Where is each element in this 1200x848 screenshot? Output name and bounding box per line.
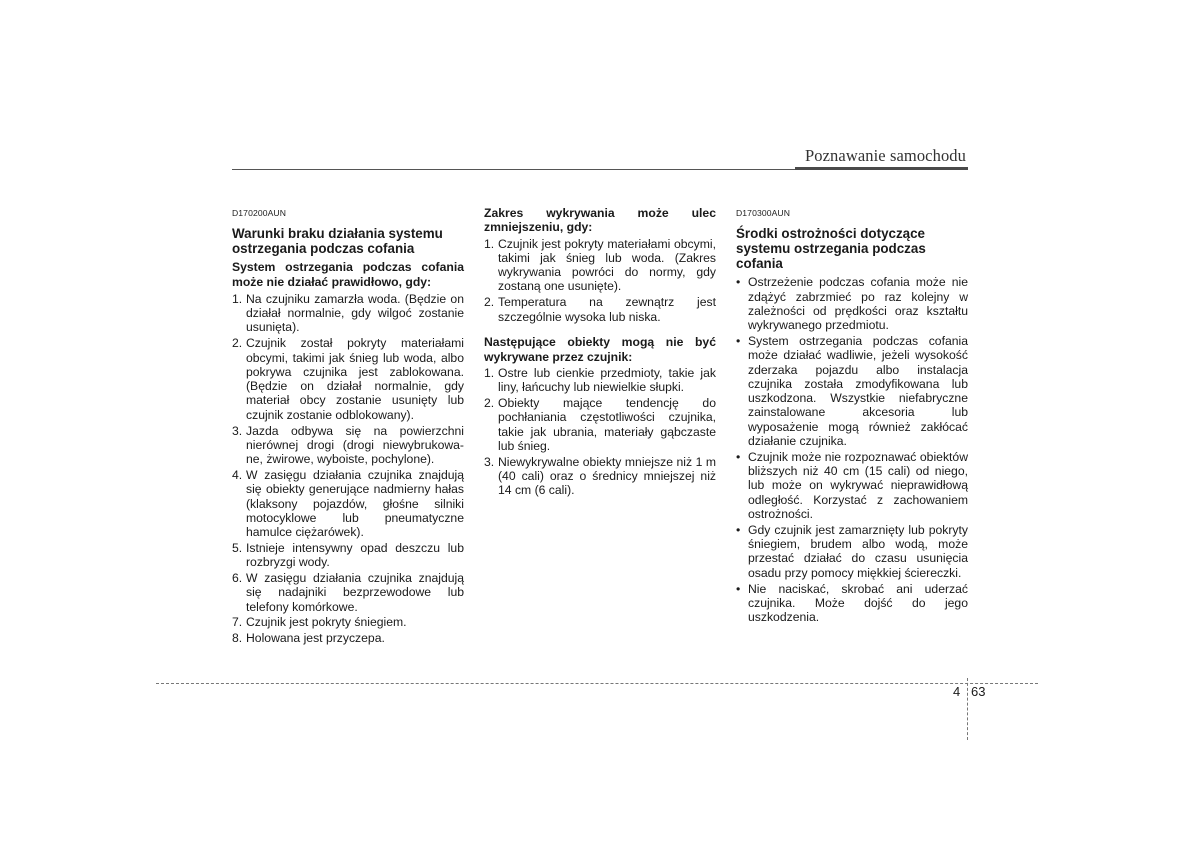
item-text: Jazda odbywa się na powierzchni nierównej drogi (drogi niewybrukowa- ne, żwirowe, wyboiste, pochylone). (246, 423, 464, 467)
section-heading: Środki ostrożności dotyczące systemu ostrzegania podczas cofania (736, 226, 926, 272)
section-code: D170300AUN (736, 208, 791, 218)
item-number: 1. (232, 291, 243, 306)
numbered-list (484, 366, 716, 498)
list-item (232, 631, 464, 645)
item-number: 1. (484, 365, 495, 380)
bullet-icon: • (736, 333, 741, 348)
list-item (736, 582, 968, 625)
list-item (736, 275, 968, 332)
item-text: Temperatura na zewnątrz jest szczególnie wysoka lub niska. (498, 295, 716, 324)
item-number: 3. (484, 454, 495, 469)
item-text: Niewykrywalne obiekty mniejsze niż 1 m (40 cali) oraz o średnicy mniejszej niż 14 cm (6 cali). (498, 454, 716, 498)
item-text: Na czujniku zamarzła woda. (Będzie on działał normalnie, gdy wilgoć zostanie usunięta). (246, 291, 464, 335)
item-number: 5. (232, 540, 243, 555)
item-number: 1. (484, 236, 495, 251)
footer-rule (156, 683, 1038, 684)
column-middle (484, 206, 716, 499)
list-item (232, 541, 464, 570)
item-text: Obiekty mające tendencję do pochłaniania częstotliwości czujnika, takie jak ubrania, materiały gąbczaste lub śnieg. (498, 396, 716, 453)
list-item (484, 455, 716, 498)
item-text: System ostrzegania podczas cofania może działać wadliwie, jeżeli wysokość zderzaka pojazdu albo instalacja czujnika została zmodyfikowana lub uszkodzona. Wszystkie niefabryczne zainstalowane akcesoria lub wyposażenie mogą również zakłócać działanie czujnika. (748, 333, 968, 449)
list-item (484, 237, 716, 294)
list-item (232, 424, 464, 467)
list-item (232, 336, 464, 422)
numbered-list (232, 292, 464, 646)
list-item (232, 468, 464, 539)
list-item (736, 450, 968, 521)
item-number: 3. (232, 423, 243, 438)
chapter-number: 4 (953, 684, 961, 699)
item-number: 2. (484, 295, 495, 310)
item-text: Nie naciskać, skrobać ani uderzać czujnika. Może dojść do jego uszkodzenia. (748, 581, 968, 625)
section-code: D170200AUN (232, 208, 287, 218)
list-item (484, 396, 716, 453)
list-item (232, 292, 464, 335)
item-text: W zasięgu działania czujnika znajdują się nadajniki bezprzewodowe lub telefony komórkowe. (246, 571, 464, 614)
item-number: 2. (484, 396, 495, 411)
list-item (232, 571, 464, 614)
list-item (232, 615, 464, 629)
bullet-icon: • (736, 449, 741, 464)
bullet-icon: • (736, 522, 741, 537)
section-heading: Warunki braku działania systemu ostrzegania podczas cofania (232, 226, 443, 257)
list-item (484, 366, 716, 395)
list-item (736, 523, 968, 580)
section-subheading: Zakres wykrywania może ulec zmniejszeniu, gdy: (484, 206, 716, 235)
list-item (736, 334, 968, 448)
item-text: Czujnik jest pokryty śniegiem. (246, 615, 407, 630)
page-number: 63 (971, 684, 986, 699)
item-number: 7. (232, 615, 243, 630)
numbered-list (484, 237, 716, 324)
bullet-list (736, 275, 968, 624)
item-text: Gdy czujnik jest zamarznięty lub pokryty śniegiem, brudem albo wodą, może przestać działać do czasu usunięcia osadu przy pomocy miękkiej ściereczki. (748, 522, 968, 580)
section-subheading: Następujące obiekty mogą nie być wykrywane przez czujnik: (484, 335, 716, 364)
column-left (232, 206, 464, 647)
header-rule-accent (795, 167, 968, 170)
column-right (736, 206, 968, 626)
item-text: Ostrzeżenie podczas cofania może nie zdążyć zabrzmieć po raz kolejny w zależności od prędkości oraz kształtu wykrywanego przedmiotu. (748, 275, 968, 333)
list-item (484, 295, 716, 324)
item-text: Czujnik jest pokryty materiałami obcymi, takimi jak śnieg lub woda. (Zakres wykrywania powróci do normy, gdy zostaną one usunięte). (498, 236, 716, 294)
item-text: Istnieje intensywny opad deszczu lub rozbryzgi wody. (246, 540, 464, 570)
item-number: 8. (232, 631, 243, 646)
item-text: Czujnik został pokryty materiałami obcymi, takimi jak śnieg lub woda, albo pokrywa czujnika jest zablokowana. (Będzie on działał normalnie, gdy materiał obcy zostanie usunięty lub czujnik zostanie odblokowany). (246, 336, 464, 422)
bullet-icon: • (736, 581, 741, 596)
item-text: Holowana jest przyczepa. (246, 631, 385, 646)
bullet-icon: • (736, 275, 741, 290)
item-number: 4. (232, 467, 243, 482)
item-text: Czujnik może nie rozpoznawać obiektów bliższych niż 40 cm (15 cali) od niego, lub może on wykrywać nieprawidłową odległość. Korzystać z zachowaniem ostrożności. (748, 449, 968, 522)
item-text: Ostre lub cienkie przedmioty, takie jak liny, łańcuchy lub niewielkie słupki. (498, 365, 716, 395)
section-subheading: System ostrzegania podczas cofania może nie działać prawidłowo, gdy: (232, 260, 464, 289)
item-number: 6. (232, 571, 243, 586)
footer-divider (967, 678, 968, 740)
section-title: Poznawanie samochodu (805, 146, 966, 165)
item-text: W zasięgu działania czujnika znajdują się obiekty generujące nadmierny hałas (klaksony pojazdów, głośne silniki motocyklowe lub pneumatyczne hamulce ciężarówek). (246, 467, 464, 540)
item-number: 2. (232, 336, 243, 351)
